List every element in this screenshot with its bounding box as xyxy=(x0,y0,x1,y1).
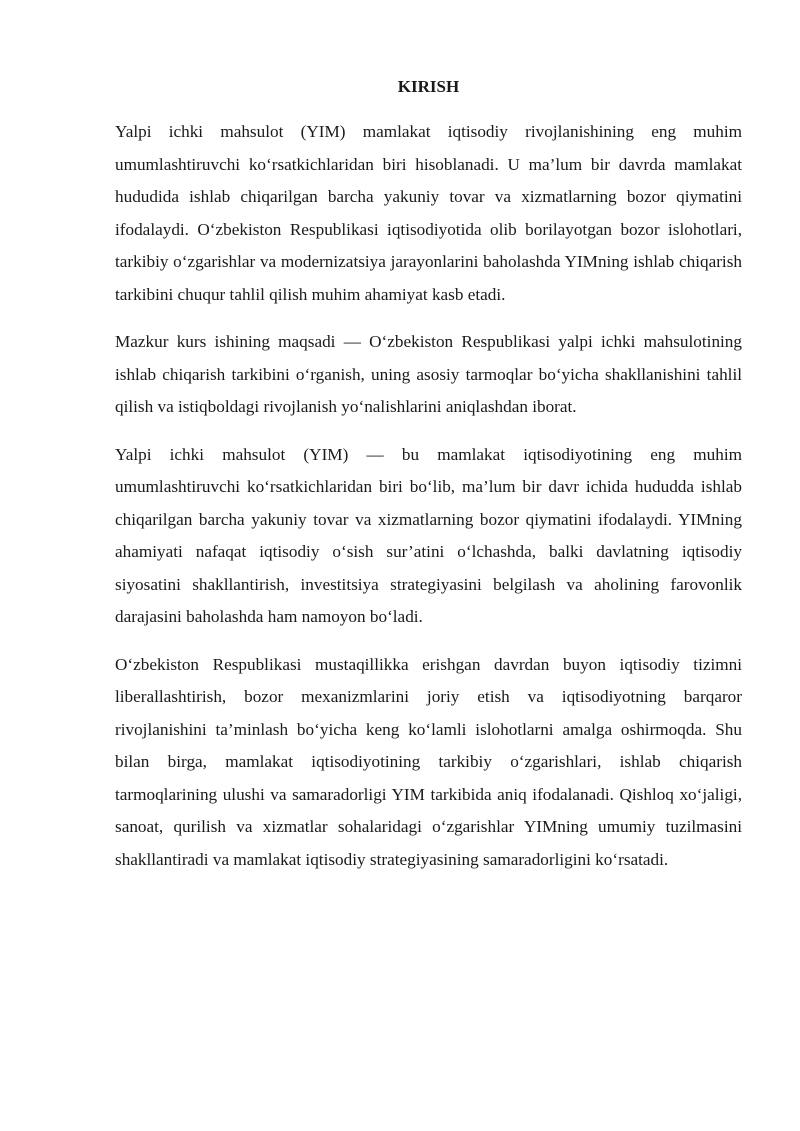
section-title: KIRISH xyxy=(397,77,460,96)
paragraph-3: Yalpi ichki mahsulot (YIM) — bu mamlakat iqtisodiyotining eng muhim umumlashtiruvchi ko‘rsatkichlaridan biri bo‘lib, ma’lum bir davr ichida hududda ishlab chiqarilgan barcha yakuniy tovar va xizmatlarning bozor qiymatini ifodalaydi. YIMning ahamiyati nafaqat iqtisodiy o‘sish sur’atini o‘lchashda, balki davlatning iqtisodiy siyosatini shakllantirish, investitsiya strategiyasini belgilash va aholining farovonlik darajasini baholashda ham namoyon bo‘ladi. xyxy=(115,444,742,626)
document-body xyxy=(115,74,742,891)
paragraph-4: O‘zbekiston Respublikasi mustaqillikka erishgan davrdan buyon iqtisodiy tizimni liberallashtirish, bozor mexanizmlarini joriy etish va iqtisodiyotning barqaror rivojlanishini ta’minlash bo‘yicha keng ko‘lamli islohotlarni amalga oshirmoqda. Shu bilan birga, mamlakat iqtisodiyotining tarkibiy o‘zgarishlari, ishlab chiqarish tarmoqlarining ulushi va samaradorligi YIM tarkibida aniq ifodalanadi. Qishloq xo‘jaligi, sanoat, qurilish va xizmatlar sohalaridagi o‘zgarishlar YIMning umumiy tuzilmasini shakllantiradi va mamlakat iqtisodiy strategiyasining samaradorligini ko‘rsatadi. xyxy=(115,654,742,869)
paragraph-1: Yalpi ichki mahsulot (YIM) mamlakat iqtisodiy rivojlanishining eng muhim umumlashtiruvchi ko‘rsatkichlaridan biri hisoblanadi. U ma’lum bir davrda mamlakat hududida ishlab chiqarilgan barcha yakuniy tovar va xizmatlarning bozor qiymatini ifodalaydi. O‘zbekiston Respublikasi iqtisodiyotida olib borilayotgan bozor islohotlari, tarkibiy o‘zgarishlar va modernizatsiya jarayonlarini baholashda YIMning ishlab chiqarish tarkibini chuqur tahlil qilish muhim ahamiyat kasb etadi. xyxy=(115,122,742,304)
paragraph-2: Mazkur kurs ishining maqsadi — O‘zbekiston Respublikasi yalpi ichki mahsulotining ishlab chiqarish tarkibini o‘rganish, uning asosiy tarmoqlar bo‘yicha shakllanishini tahlil qilish va istiqboldagi rivojlanish yo‘nalishlarini aniqlashdan iborat. xyxy=(115,332,742,416)
